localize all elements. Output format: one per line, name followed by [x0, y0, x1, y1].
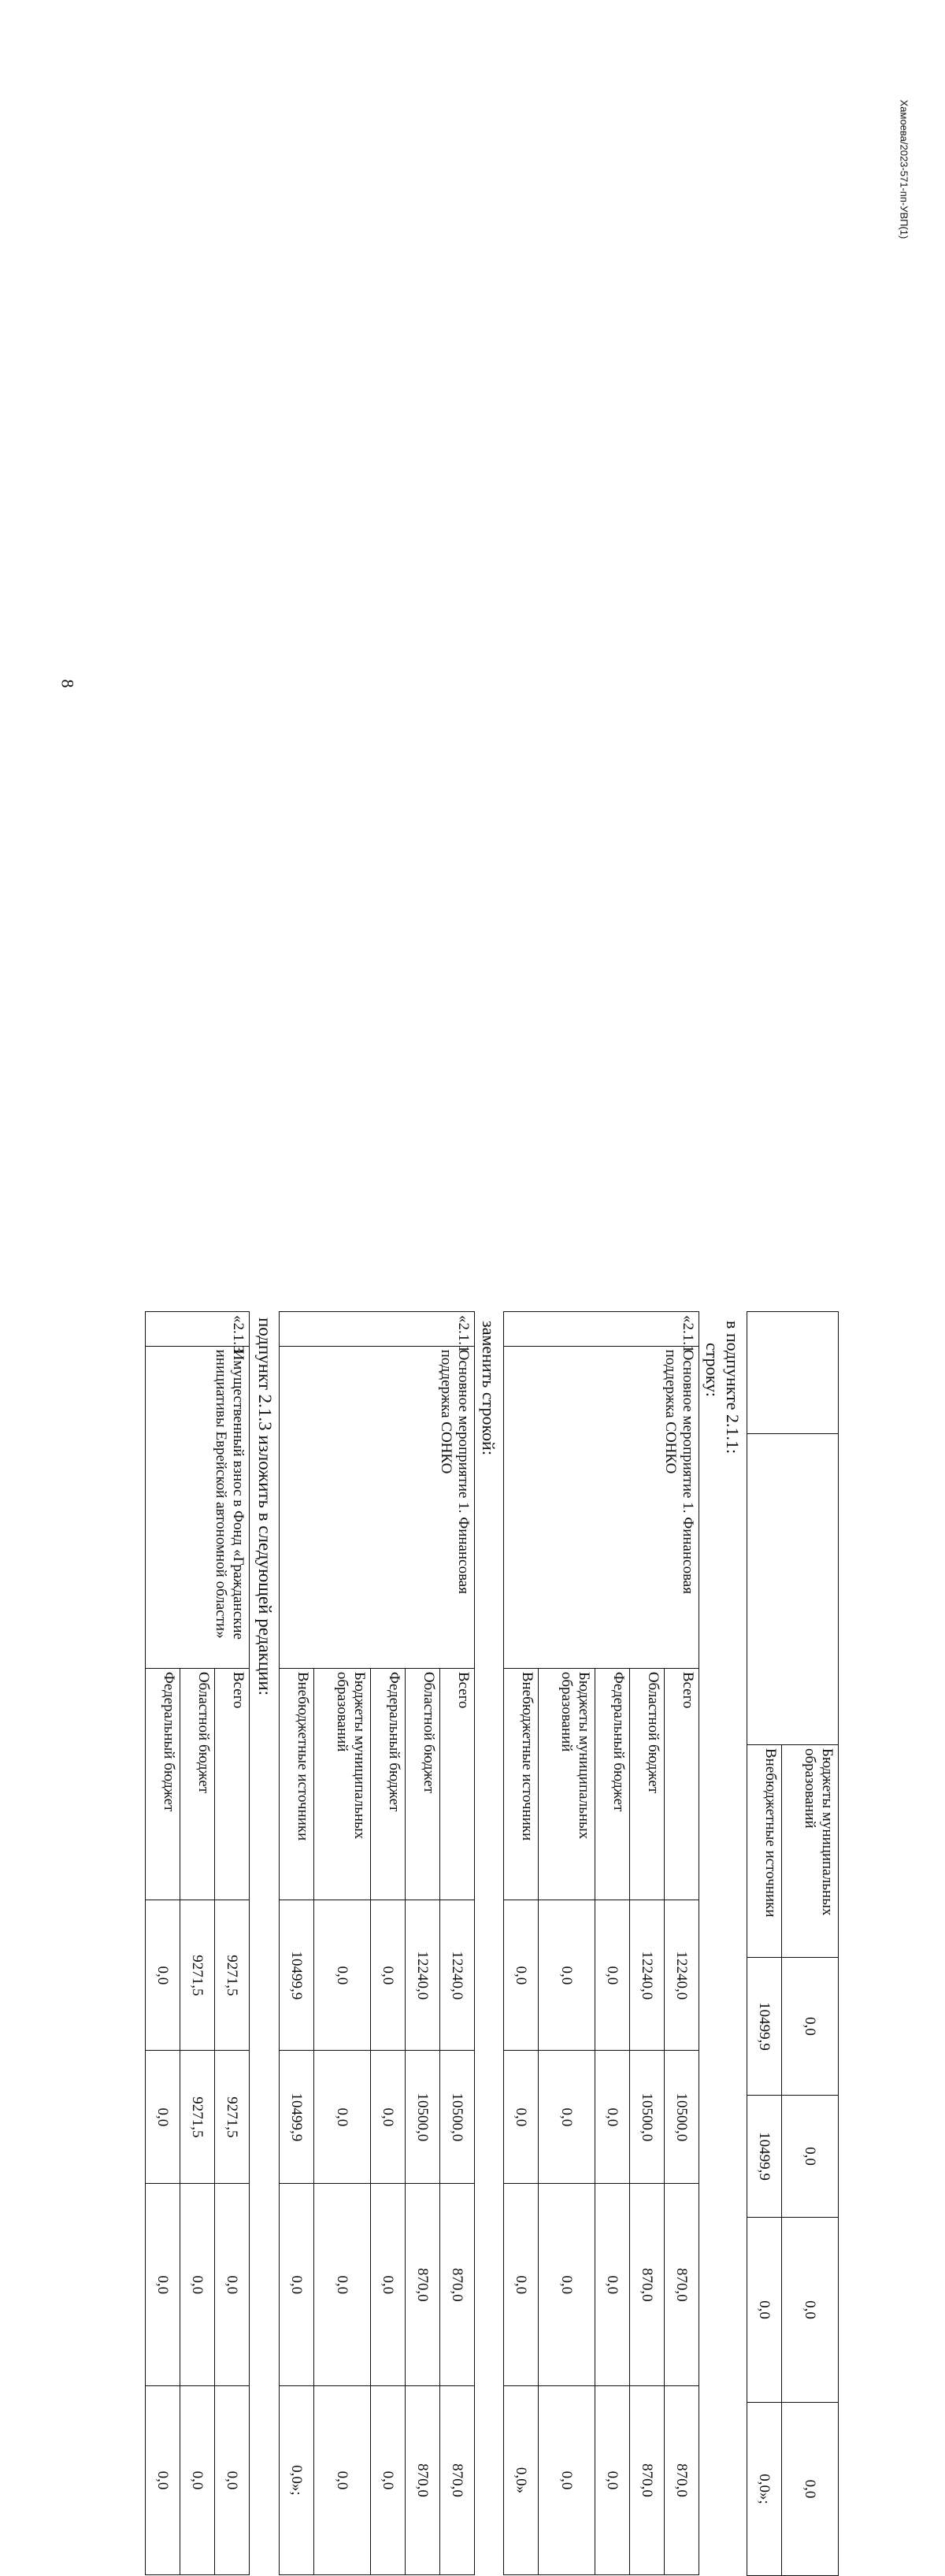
source-cell: Областной бюджет	[180, 1668, 215, 1900]
footer-code-text: Хамоева/2023-571-пп-УВП(1)	[898, 99, 910, 239]
value-cell: 12240,0	[406, 1900, 440, 2051]
value-cell: 9271,5	[215, 1900, 250, 2051]
source-cell: Федеральный бюджет	[371, 1668, 406, 1900]
value-cell: 10500,0	[665, 2051, 699, 2184]
value-cell: 0,0	[180, 2184, 215, 2385]
value-cell: 0,0	[146, 2051, 180, 2184]
value-cell: 0,0	[314, 2385, 371, 2574]
value-cell: 0,0	[146, 2385, 180, 2574]
value-cell: 12240,0	[665, 1900, 699, 2051]
source-cell: Внебюджетные источники	[747, 1745, 782, 1958]
value-cell: 12240,0	[630, 1900, 665, 2051]
value-cell: 0,0	[595, 2184, 630, 2385]
source-cell: Бюджеты муниципальных образований	[539, 1668, 595, 1900]
row-code-cell: «2.1.1	[504, 1312, 699, 1347]
value-cell: 0,0	[314, 1900, 371, 2051]
table-row	[665, 1312, 699, 2575]
value-cell: 870,0	[665, 2385, 699, 2574]
row-name-cell: Имущественный взнос в Фонд «Гражданские инициативы Еврейской автономной области»	[146, 1346, 250, 1668]
row-name-cell: Основное мероприятие 1. Финансовая поддержка СОНКО	[280, 1346, 475, 1668]
value-cell: 0,0	[782, 2218, 839, 2403]
source-cell: Федеральный бюджет	[595, 1668, 630, 1900]
source-cell: Бюджеты муниципальных образований	[314, 1668, 371, 1900]
table-top-continuation	[747, 1311, 839, 2576]
source-cell: Областной бюджет	[406, 1668, 440, 1900]
page-number: 8	[57, 679, 78, 688]
empty-name-cell	[747, 1434, 839, 1745]
value-cell: 0,0	[371, 1900, 406, 2051]
value-cell: 0,0	[504, 2051, 539, 2184]
value-cell: 870,0	[406, 2385, 440, 2574]
value-cell: 10500,0	[406, 2051, 440, 2184]
value-cell: 9271,5	[180, 1900, 215, 2051]
row-name-cell: Основное мероприятие 1. Финансовая поддержка СОНКО	[504, 1346, 699, 1668]
value-cell: 9271,5	[180, 2051, 215, 2184]
value-cell: 9271,5	[215, 2051, 250, 2184]
value-cell: 870,0	[630, 2385, 665, 2574]
value-cell: 12240,0	[440, 1900, 475, 2051]
value-cell: 0,0	[180, 2385, 215, 2574]
value-cell: 0,0	[539, 2184, 595, 2385]
value-cell: 870,0	[630, 2184, 665, 2385]
value-cell: 0,0	[371, 2385, 406, 2574]
value-cell: 0,0	[371, 2184, 406, 2385]
source-cell: Всего	[440, 1668, 475, 1900]
value-cell: 10499,9	[280, 1900, 314, 2051]
value-cell: 0,0	[782, 2403, 839, 2576]
table-row-2-1-3	[145, 1311, 250, 2575]
value-cell: 870,0	[406, 2184, 440, 2385]
table-new-row-2-1-1	[279, 1311, 475, 2575]
value-cell: 0,0	[146, 1900, 180, 2051]
source-cell: Внебюджетные источники	[280, 1668, 314, 1900]
value-cell: 10499,9	[280, 2051, 314, 2184]
row-code-cell: «2.1.1	[280, 1312, 475, 1347]
source-cell: Федеральный бюджет	[146, 1668, 180, 1900]
rotated-document-body	[114, 1311, 839, 2575]
value-cell: 0,0	[595, 2051, 630, 2184]
value-cell: 0,0	[215, 2184, 250, 2385]
value-cell: 10500,0	[630, 2051, 665, 2184]
value-cell: 0,0	[146, 2184, 180, 2385]
table-row	[782, 1312, 839, 2576]
value-cell: 0,0	[539, 1900, 595, 2051]
value-cell: 0,0	[215, 2385, 250, 2574]
value-cell: 0,0	[371, 2051, 406, 2184]
note-replace-with: заменить строкой:	[479, 1321, 498, 1455]
value-cell: 0,0»;	[280, 2385, 314, 2574]
value-cell: 0,0	[782, 2096, 839, 2218]
source-cell: Всего	[665, 1668, 699, 1900]
table-old-row-2-1-1	[503, 1311, 699, 2575]
value-cell: 0,0	[280, 2184, 314, 2385]
footer-document-code	[888, 67, 920, 272]
value-cell: 0,0	[504, 2184, 539, 2385]
table-row	[215, 1312, 250, 2575]
source-cell: Всего	[215, 1668, 250, 1900]
value-cell: 870,0	[440, 2385, 475, 2574]
value-cell: 0,0	[747, 2218, 782, 2403]
value-cell: 0,0	[595, 1900, 630, 2051]
note-in-subitem: в подпункте 2.1.1:	[723, 1321, 743, 1455]
table-row	[440, 1312, 475, 2575]
value-cell: 0,0»;	[747, 2403, 782, 2576]
value-cell: 0,0	[782, 1958, 839, 2096]
note-subitem-2-1-3: подпункт 2.1.3 изложить в следующей редакции:	[255, 1318, 275, 1696]
value-cell: 0,0»	[504, 2385, 539, 2574]
value-cell: 10499,9	[747, 1958, 782, 2096]
source-cell: Внебюджетные источники	[504, 1668, 539, 1900]
source-cell: Областной бюджет	[630, 1668, 665, 1900]
value-cell: 0,0	[504, 1900, 539, 2051]
value-cell: 0,0	[595, 2385, 630, 2574]
value-cell: 0,0	[314, 2184, 371, 2385]
row-code-cell: «2.1.3	[146, 1312, 250, 1347]
value-cell: 0,0	[539, 2385, 595, 2574]
empty-code-cell	[747, 1312, 839, 1434]
note-row-word: строку:	[702, 1343, 722, 1397]
value-cell: 0,0	[314, 2051, 371, 2184]
value-cell: 870,0	[440, 2184, 475, 2385]
value-cell: 10500,0	[440, 2051, 475, 2184]
value-cell: 0,0	[539, 2051, 595, 2184]
value-cell: 10499,9	[747, 2096, 782, 2218]
source-cell: Бюджеты муниципальных образований	[782, 1745, 839, 1958]
value-cell: 870,0	[665, 2184, 699, 2385]
